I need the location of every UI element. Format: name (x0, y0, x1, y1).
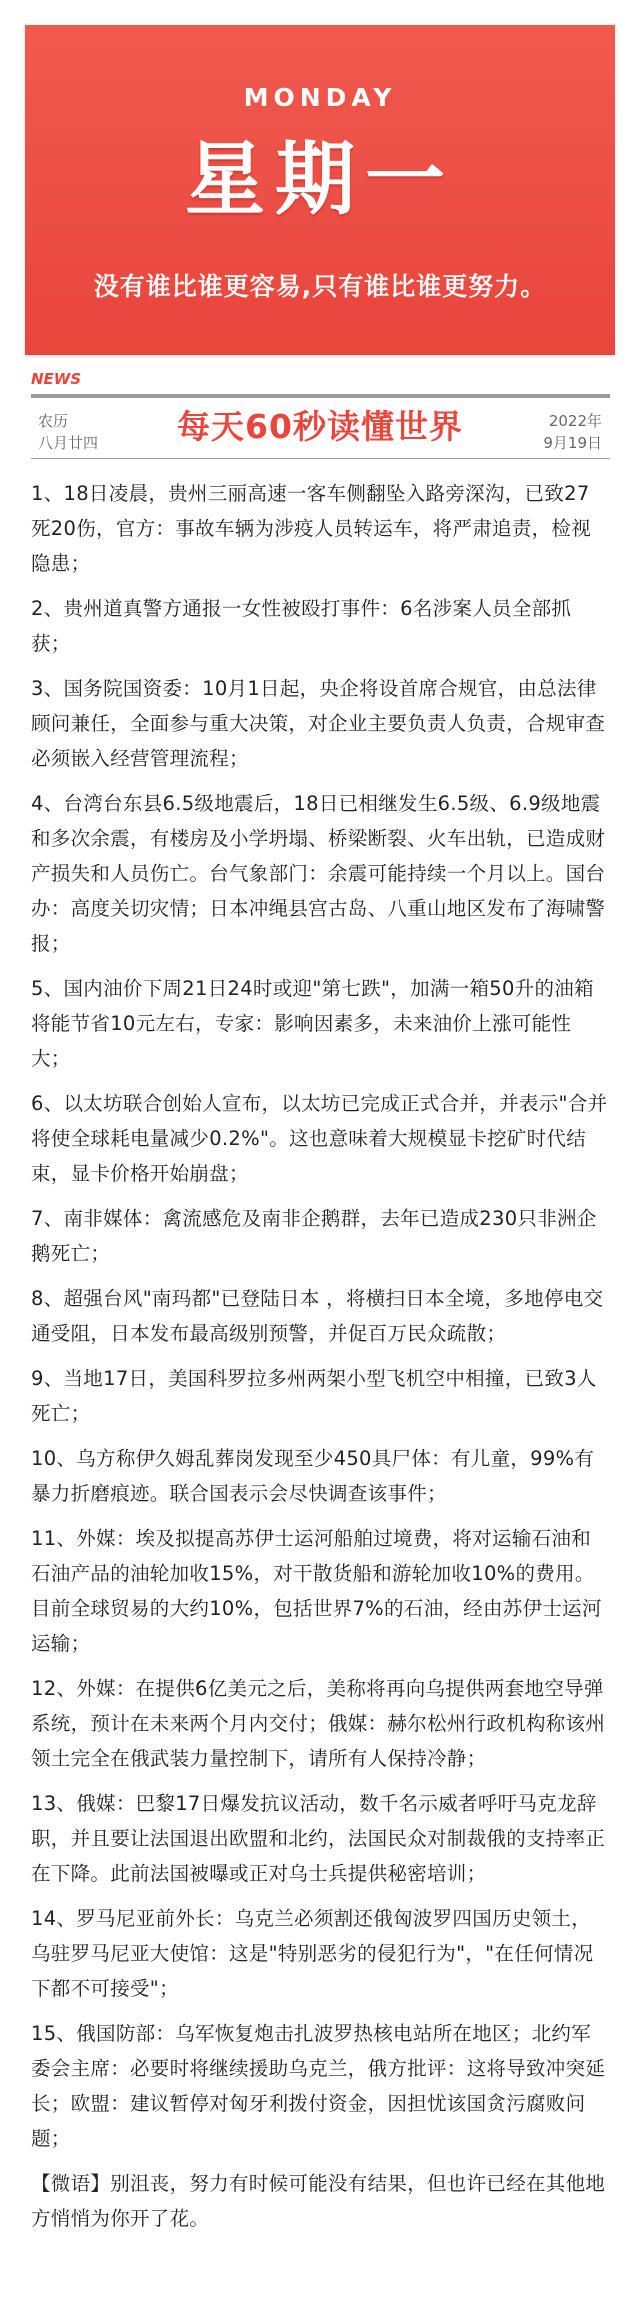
news-item: 14、罗马尼亚前外长：乌克兰必须割还俄匈波罗四国历史领土，乌驻罗马尼亚大使馆：这是"特别恶劣的侵犯行为"，"在任何情况下都不可接受"； (31, 1907, 594, 2000)
news-item: 13、俄媒：巴黎17日爆发抗议活动，数千名示威者呼吁马克龙辞职，并且要让法国退出欧盟和北约，法国民众对制裁俄的支持率正在下降。此前法国被曝或正对乌士兵提供秘密培训； (31, 1792, 606, 1885)
header-rule-top (31, 394, 610, 398)
news-item: 8、超强台风"南玛都"已登陆日本 ，将横扫日本全境，多地停电交通受阻，日本发布最高级别预警，并促百万民众疏散； (31, 1287, 604, 1345)
weekday-banner (25, 25, 615, 355)
news-item: 15、俄国防部：乌军恢复炮击扎波罗热核电站所在地区；北约军委会主席：必要时将继续援助乌克兰，俄方批评：这将导致冲突延长；欧盟：建议暂停对匈牙利拨付资金，因担忧该国贪污腐败问题； (31, 2022, 606, 2150)
news-item: 3、国务院国资委：10月1日起，央企将设首席合规官，由总法律顾问兼任，全面参与重大决策，对企业主要负责人负责，合规审查必须嵌入经营管理流程； (31, 677, 606, 770)
banner-motto: 没有谁比谁更容易,只有谁比谁更努力。 (93, 272, 547, 301)
page-title: 每天60秒读懂世界 (177, 407, 463, 446)
lunar-date (38, 410, 118, 454)
news-item: 1、18日凌晨，贵州三丽高速一客车侧翻坠入路旁深沟，已致27死20伤，官方：事故车辆为涉疫人员转运车，将严肃追责，检视隐患； (31, 482, 592, 575)
news-list (31, 476, 609, 2236)
header-rule-bottom (31, 458, 610, 459)
news-item: 12、外媒：在提供6亿美元之后，美称将再向乌提供两套地空导弹系统，预计在未来两个月内交付；俄媒：赫尔松州行政机构称该州领土完全在俄武装力量控制下，请所有人保持冷静； (31, 1677, 606, 1770)
lunar-label: 农历 (38, 412, 69, 430)
closing-saying: 【微语】别沮丧，努力有时候可能没有结果，但也许已经在其他地方悄悄为你开了花。 (31, 2172, 606, 2230)
date-year: 2022年 (548, 412, 602, 430)
weekday-chinese: 星期一 (185, 133, 455, 226)
news-item: 7、南非媒体：禽流感危及南非企鹅群，去年已造成230只非洲企鹅死亡； (31, 1207, 597, 1265)
weekday-english: MONDAY (243, 83, 397, 112)
date-day: 9月19日 (543, 434, 602, 452)
news-item: 5、国内油价下周21日24时或迎"第七跌"，加满一箱50升的油箱将能节省10元左右，专家：影响因素多，未来油价上涨可能性大； (31, 977, 594, 1070)
lunar-value: 八月廿四 (38, 434, 99, 452)
news-section-label: NEWS (31, 370, 82, 388)
news-item: 9、当地17日，美国科罗拉多州两架小型飞机空中相撞，已致3人死亡； (31, 1367, 597, 1425)
news-item: 10、乌方称伊久姆乱葬岗发现至少450具尸体：有儿童，99%有暴力折磨痕迹。联合国表示会尽快调查该事件； (31, 1447, 595, 1505)
gregorian-date (512, 410, 602, 454)
news-item: 4、台湾台东县6.5级地震后，18日已相继发生6.5级、6.9级地震和多次余震，有楼房及小学坍塌、桥梁断裂、火车出轨，已造成财产损失和人员伤亡。台气象部门：余震可能持续一个月以上。国台办：高度关切灾情；日本冲绳县宫古岛、八重山地区发布了海啸警报； (31, 792, 606, 955)
news-item: 11、外媒：埃及拟提高苏伊士运河船舶过境费，将对运输石油和石油产品的油轮加收15%，对干散货船和游轮加收10%的费用。目前全球贸易的大约10%，包括世界7%的石油，经由苏伊士运河运输； (31, 1527, 602, 1655)
news-item: 6、以太坊联合创始人宣布，以太坊已完成正式合并，并表示"合并将使全球耗电量减少0.2%"。这也意味着大规模显卡挖矿时代结束，显卡价格开始崩盘； (31, 1092, 608, 1185)
news-item: 2、贵州道真警方通报一女性被殴打事件：6名涉案人员全部抓获； (31, 597, 572, 655)
